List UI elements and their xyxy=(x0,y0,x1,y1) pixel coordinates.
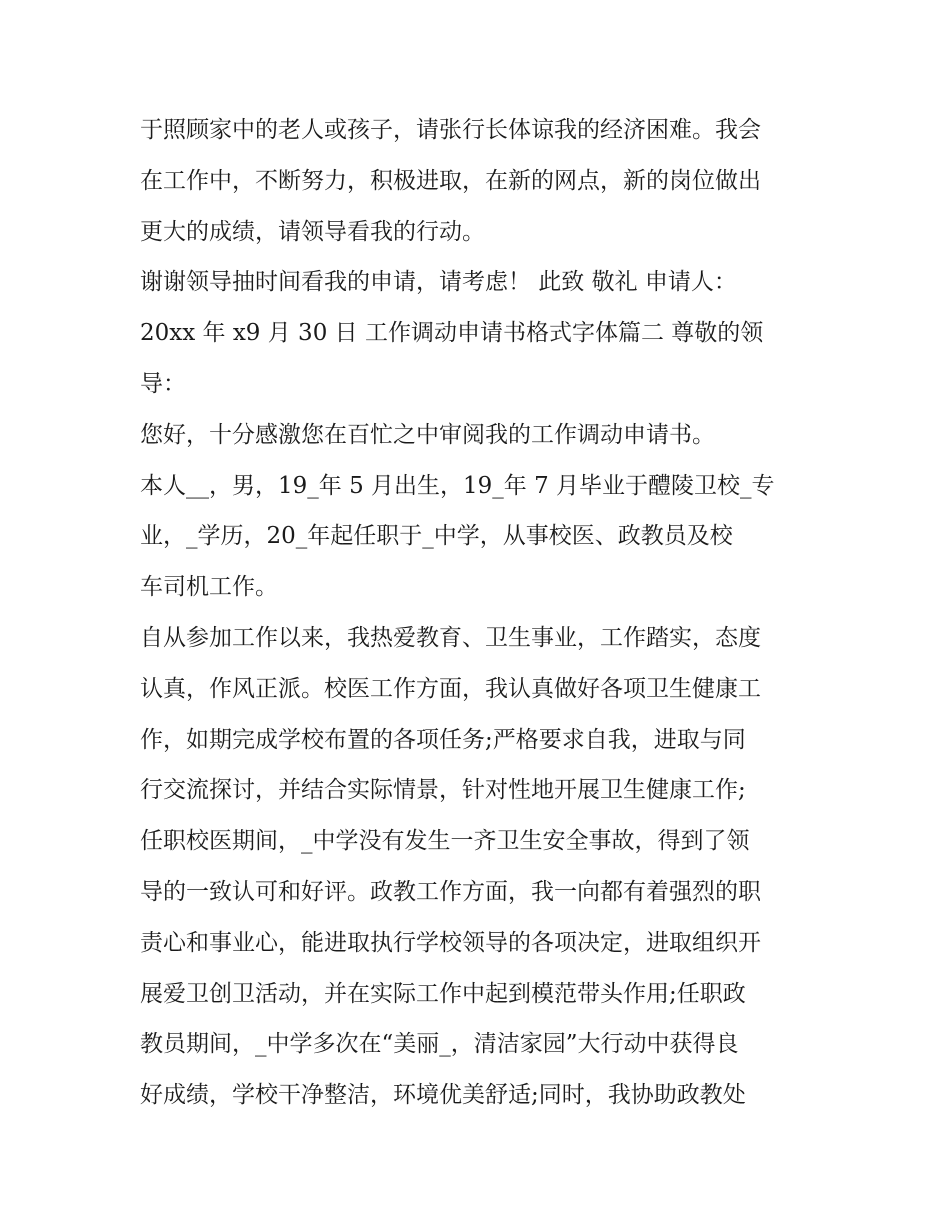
text-line: 认真，作风正派。校医工作方面，我认真做好各项卫生健康工 xyxy=(140,675,761,702)
text-line: 车司机工作。 xyxy=(140,574,278,601)
text-line: 您好，十分感激您在百忙之中审阅我的工作调动申请书。 xyxy=(140,421,715,448)
text-line: 行交流探讨，并结合实际情景，针对性地开展卫生健康工作; xyxy=(140,777,746,804)
text-line: 于照顾家中的老人或孩子，请张行长体谅我的经济困难。我会 xyxy=(140,117,761,143)
text-line: 本人__，男，19_年 5 月出生，19_年 7 月毕业于醴陵卫校_专 xyxy=(140,472,775,499)
text-line: 谢谢领导抽时间看我的申请，请考虑！ 此致 敬礼 申请人： xyxy=(140,269,737,296)
text-line: 作，如期完成学校布置的各项任务;严格要求自我，进取与同 xyxy=(140,726,746,753)
text-line: 好成绩，学校干净整洁，环境优美舒适;同时，我协助政教处 xyxy=(140,1082,746,1109)
text-line: 教员期间，_中学多次在“美丽_，清洁家园”大行动中获得良 xyxy=(140,1031,739,1058)
text-line: 导： xyxy=(140,370,186,397)
text-line: 更大的成绩，请领导看我的行动。 xyxy=(140,218,485,245)
text-line: 任职校医期间，_中学没有发生一齐卫生安全事故，得到了领 xyxy=(140,828,750,855)
text-line: 展爱卫创卫活动，并在实际工作中起到模范带头作用;任职政 xyxy=(140,980,746,1007)
text-line: 在工作中，不断努力，积极进取，在新的网点，新的岗位做出 xyxy=(140,167,761,194)
text-line: 自从参加工作以来，我热爱教育、卫生事业，工作踏实，态度 xyxy=(140,624,761,651)
text-line: 20xx 年 x9 月 30 日 工作调动申请书格式字体篇二 尊敬的领 xyxy=(140,320,764,347)
text-line: 业，_学历，20_年起任职于_中学，从事校医、政教员及校 xyxy=(140,523,733,550)
text-line: 责心和事业心，能进取执行学校领导的各项决定，进取组织开 xyxy=(140,929,761,956)
text-line: 导的一致认可和好评。政教工作方面，我一向都有着强烈的职 xyxy=(140,878,761,905)
document-body xyxy=(140,105,830,1121)
